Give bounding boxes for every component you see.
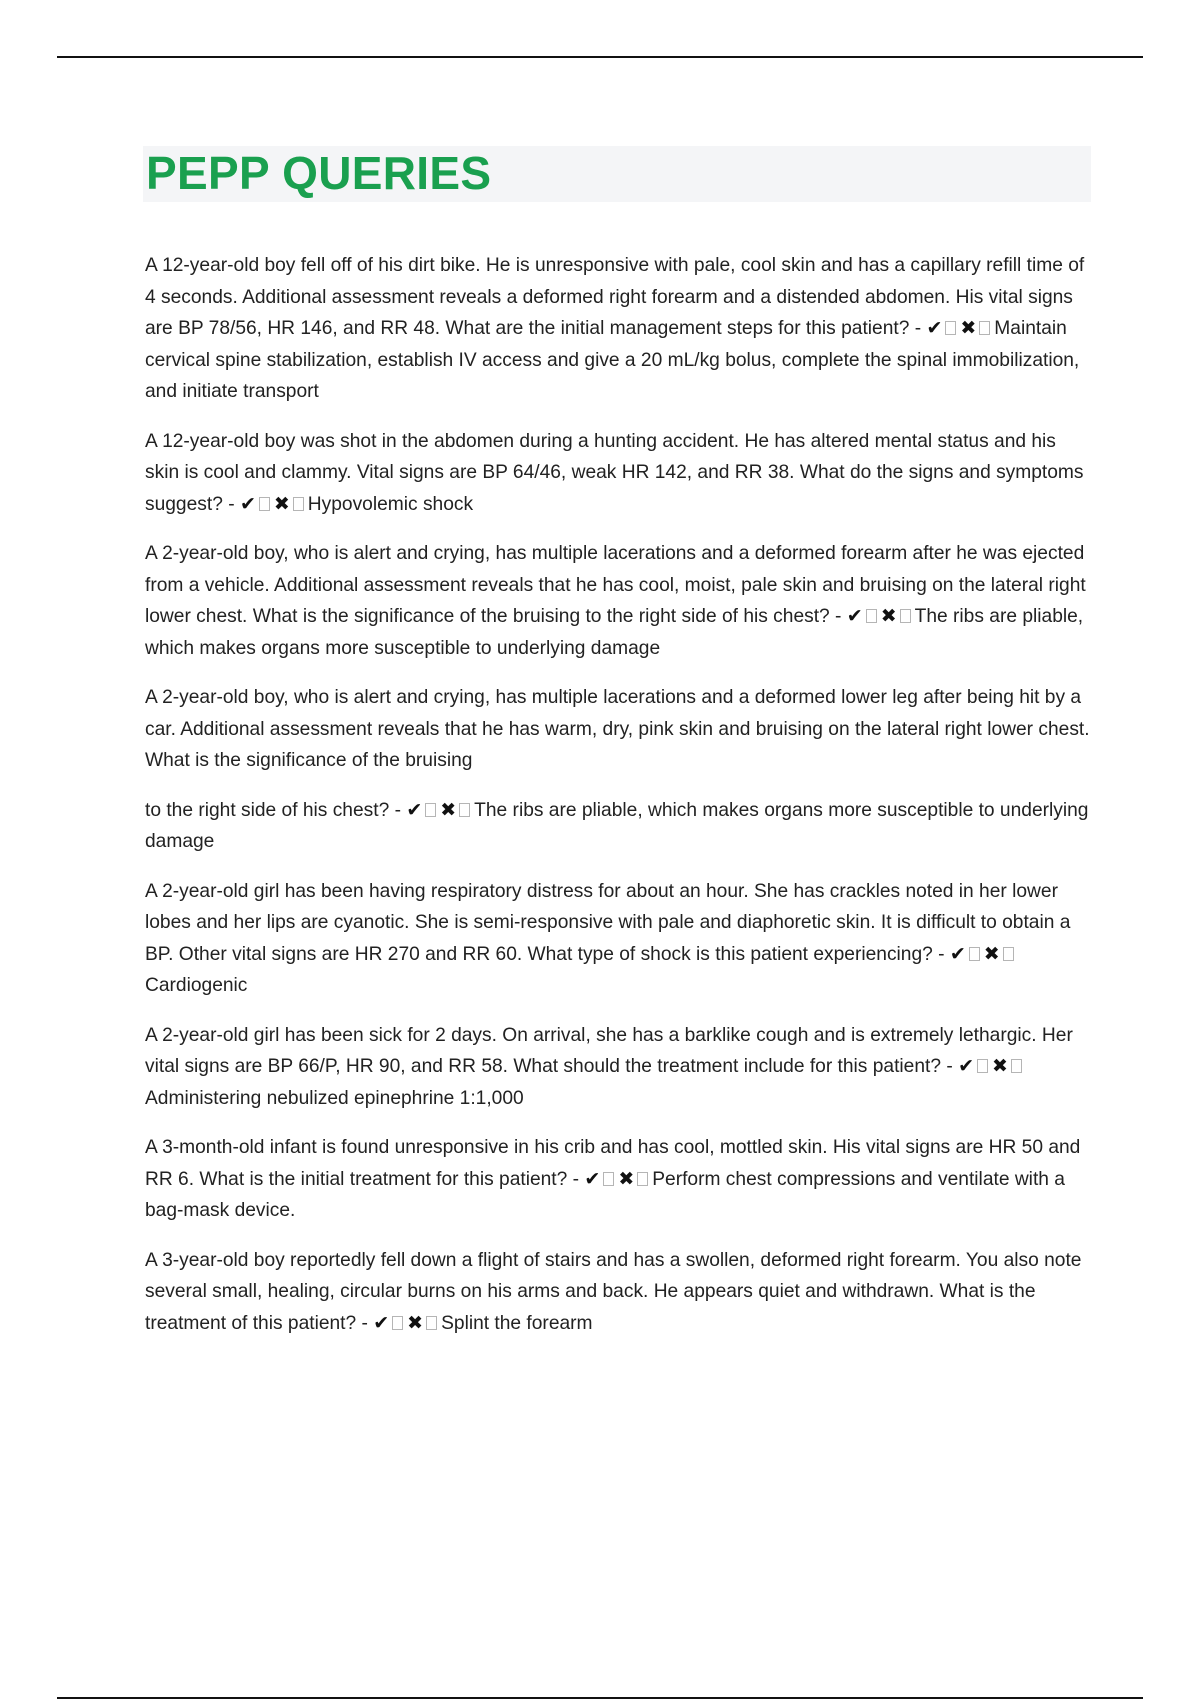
answer-marks — [584, 1169, 652, 1190]
qa-item-1 — [145, 250, 1090, 408]
answer-text: Maintain cervical spine stabilization, establish IV access and give a 20 mL/kg bolus, complete the spinal immobilization, and initiate transport — [145, 318, 1080, 402]
qa-item-3 — [145, 538, 1090, 664]
qa-item-5 — [145, 876, 1090, 1002]
answer-marks — [406, 800, 474, 821]
qa-item-8 — [145, 1245, 1090, 1340]
question-text: A 2-year-old boy, who is alert and crying, has multiple lacerations and a deformed lower leg after being hit by a car. Additional assessment reveals that he has warm, dry, pink skin and bruising on the lateral right lower chest. What is the significance of the bruising — [145, 687, 1090, 771]
qa-item-6 — [145, 1020, 1090, 1115]
question-text: A 2-year-old girl has been having respiratory distress for about an hour. She has crackles noted in her lower lobes and her lips are cyanotic. She is semi-responsive with pale and diaphoretic skin. It is difficult to obtain a BP. Other vital signs are HR 270 and RR 60. What type of shock is this patient experiencing? - — [145, 880, 1071, 965]
answer-text: The ribs are pliable, which makes organs more susceptible to underlying damage — [145, 606, 1084, 659]
cross-icon: ✖ — [880, 605, 897, 627]
page-title: PEPP QUERIES — [146, 147, 492, 199]
answer-text: The ribs are pliable, which makes organs more susceptible to underlying damage — [145, 799, 1089, 852]
question-text: A 12-year-old boy was shot in the abdomen during a hunting accident. He has altered mental status and his skin is cool and clammy. Vital signs are BP 64/46, weak HR 142, and RR 38. What do the signs and symptoms suggest? - — [145, 430, 1084, 515]
qa-item-4 — [145, 682, 1090, 777]
cross-icon: ✖ — [960, 317, 977, 339]
box-icon — [900, 609, 911, 623]
cross-icon: ✖ — [983, 942, 1000, 965]
box-icon — [426, 1316, 437, 1330]
box-icon — [1003, 947, 1014, 961]
check-icon: ✔ — [958, 1055, 975, 1077]
box-icon — [293, 497, 304, 511]
box-icon — [866, 609, 877, 623]
answer-text: Administering nebulized epinephrine 1:1,000 — [145, 1087, 524, 1109]
check-icon: ✔ — [926, 317, 943, 339]
question-text: to the right side of his chest? - — [145, 799, 401, 821]
cross-icon: ✖ — [273, 492, 290, 515]
answer-marks — [373, 1313, 441, 1334]
cross-icon: ✖ — [618, 1167, 635, 1190]
cross-icon: ✖ — [440, 798, 457, 821]
box-icon — [459, 803, 470, 817]
question-text: A 3-year-old boy reportedly fell down a flight of stairs and has a swollen, deformed right forearm. You also note several small, healing, circular burns on his arms and back. He appears quiet and withdrawn. What is the treatment of this patient? - — [145, 1249, 1082, 1334]
box-icon — [425, 803, 436, 817]
check-icon: ✔ — [949, 942, 966, 965]
check-icon: ✔ — [239, 492, 256, 515]
check-icon: ✔ — [584, 1167, 601, 1190]
check-icon: ✔ — [406, 798, 423, 821]
answer-text: Splint the forearm — [441, 1312, 593, 1334]
answer-marks — [240, 494, 308, 515]
answer-marks — [958, 1056, 1026, 1077]
box-icon — [392, 1316, 403, 1330]
answer-marks — [926, 318, 994, 339]
cross-icon: ✖ — [992, 1055, 1008, 1077]
check-icon: ✔ — [373, 1311, 390, 1334]
question-text: A 2-year-old girl has been sick for 2 days. On arrival, she has a barklike cough and is extremely lethargic. Her vital signs are BP 66/P, HR 90, and RR 58. What should the treatment include for this patient? - — [145, 1024, 1073, 1077]
box-icon — [259, 497, 270, 511]
bottom-rule — [57, 1697, 1143, 1699]
box-icon — [1011, 1059, 1022, 1073]
question-text: A 12-year-old boy fell off of his dirt bike. He is unresponsive with pale, cool skin and has a capillary refill time of 4 seconds. Additional assessment reveals a deformed right forearm and a distended abdomen. His vital signs are BP 78/56, HR 146, and RR 48. What are the initial management steps for this patient? - — [145, 255, 1085, 339]
qa-list — [145, 250, 1090, 1357]
answer-marks — [847, 606, 915, 627]
box-icon — [979, 321, 990, 335]
box-icon — [945, 321, 956, 335]
box-icon — [637, 1172, 648, 1186]
question-text: A 2-year-old boy, who is alert and crying, has multiple lacerations and a deformed forearm after he was ejected from a vehicle. Additional assessment reveals that he has cool, moist, pale skin and bruising on the lateral right lower chest. What is the significance of the bruising to the right side of his chest? - — [145, 543, 1086, 627]
answer-text: Cardiogenic — [145, 975, 248, 996]
box-icon — [977, 1059, 988, 1073]
qa-item-7 — [145, 1132, 1090, 1227]
answer-text: Hypovolemic shock — [307, 493, 474, 515]
box-icon — [969, 947, 980, 961]
question-text: A 3-month-old infant is found unresponsive in his crib and has cool, mottled skin. His vital signs are HR 50 and RR 6. What is the initial treatment for this patient? - — [145, 1137, 1081, 1190]
box-icon — [603, 1172, 614, 1186]
qa-item-2 — [145, 426, 1090, 521]
answer-text: Perform chest compressions and ventilate with a bag-mask device. — [145, 1168, 1065, 1221]
check-icon: ✔ — [846, 605, 863, 627]
qa-item-4-continued — [145, 795, 1090, 858]
cross-icon: ✖ — [407, 1311, 424, 1334]
top-rule — [57, 56, 1143, 58]
answer-marks — [950, 944, 1018, 965]
